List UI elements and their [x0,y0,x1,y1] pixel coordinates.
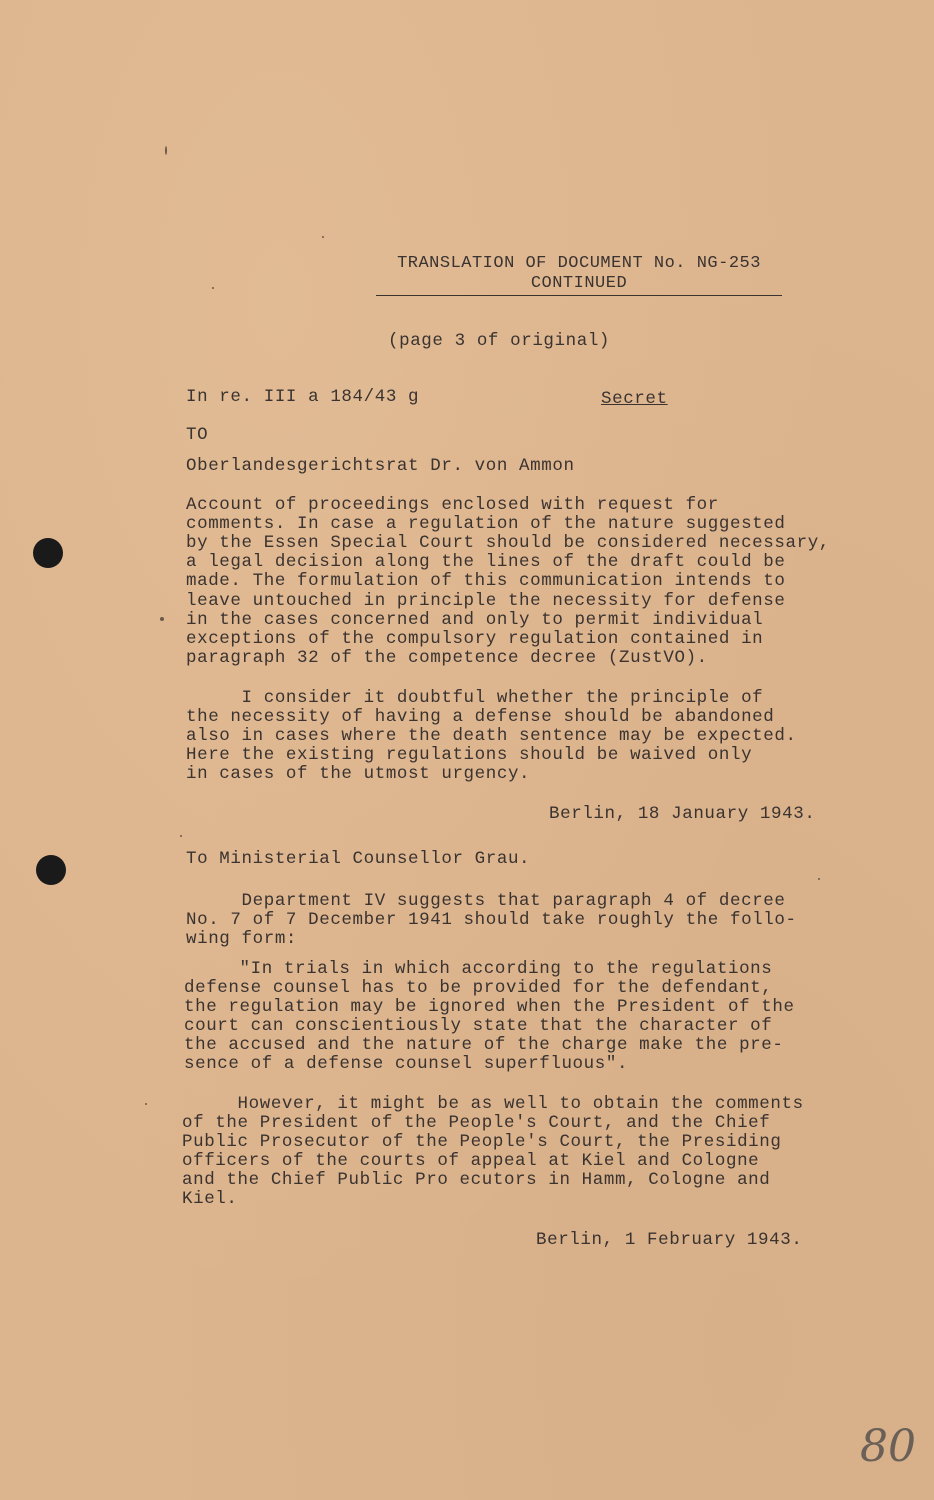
speck [322,236,324,238]
document-title [376,254,782,296]
text-line: Department IV suggests that paragraph 4 of decree [186,891,786,911]
text-line: defense counsel has to be provided for the defendant, [184,978,773,998]
memo2-place-date: Berlin, 1 February 1943. [536,1230,803,1250]
punch-hole-top [33,538,63,568]
text-line: I consider it doubtful whether the principle of [186,688,764,708]
text-line: "In trials in which according to the regulations [184,959,773,979]
text-line: made. The formulation of this communication intends to [186,571,786,591]
text-line: in the cases concerned and only to permit individual [186,610,764,630]
punch-hole-bottom [36,855,66,885]
memo1-place-date: Berlin, 18 January 1943. [549,804,816,824]
text-line: also in cases where the death sentence may be expected. [186,726,797,746]
text-line: the regulation may be ignored when the President of the [184,997,795,1017]
memo2-addressee: To Ministerial Counsellor Grau. [186,849,531,869]
to-label: TO [186,425,209,445]
text-line: the necessity of having a defense should be abandoned [186,707,775,727]
speck [818,878,820,880]
text-line: and the Chief Public Pro ecutors in Hamm, Cologne and [182,1170,771,1190]
speck [145,1103,147,1105]
speck [160,617,164,621]
text-line: the accused and the nature of the charge make the pre- [184,1035,784,1055]
text-line: No. 7 of 7 December 1941 should take roughly the follo- [186,910,797,930]
text-line: exceptions of the compulsory regulation contained in [186,629,764,649]
speck [165,146,167,155]
text-line: by the Essen Special Court should be considered necessary, [186,533,830,553]
speck [212,287,214,289]
text-line: paragraph 32 of the competence decree (ZustVO). [186,648,708,668]
recipient: Oberlandesgerichtsrat Dr. von Ammon [186,456,575,476]
text-line: officers of the courts of appeal at Kiel and Cologne [182,1151,760,1171]
text-line: However, it might be as well to obtain the comments [182,1094,804,1114]
text-line: a legal decision along the lines of the draft could be [186,552,786,572]
text-line: wing form: [186,929,298,949]
speck [180,835,182,837]
text-line: Account of proceedings enclosed with request for [186,495,719,515]
text-line: Here the existing regulations should be waived only [186,745,753,765]
text-line: court can conscientiously state that the character of [184,1016,773,1036]
text-line: in cases of the utmost urgency. [186,764,531,784]
text-line: sence of a defense counsel superfluous". [184,1054,629,1074]
title-line-2: CONTINUED [376,274,782,296]
classification-secret: Secret [601,389,668,409]
text-line: of the President of the People's Court, and the Chief [182,1113,771,1133]
reference-number: In re. III a 184/43 g [186,387,420,407]
text-line: leave untouched in principle the necessity for defense [186,591,786,611]
title-line-1: TRANSLATION OF DOCUMENT No. NG-253 [397,254,761,273]
handwritten-page-number: 80 [860,1421,916,1472]
text-line: Kiel. [182,1189,238,1209]
text-line: comments. In case a regulation of the nature suggested [186,514,786,534]
page-of-original: (page 3 of original) [388,331,611,351]
text-line: Public Prosecutor of the People's Court, the Presiding [182,1132,782,1152]
